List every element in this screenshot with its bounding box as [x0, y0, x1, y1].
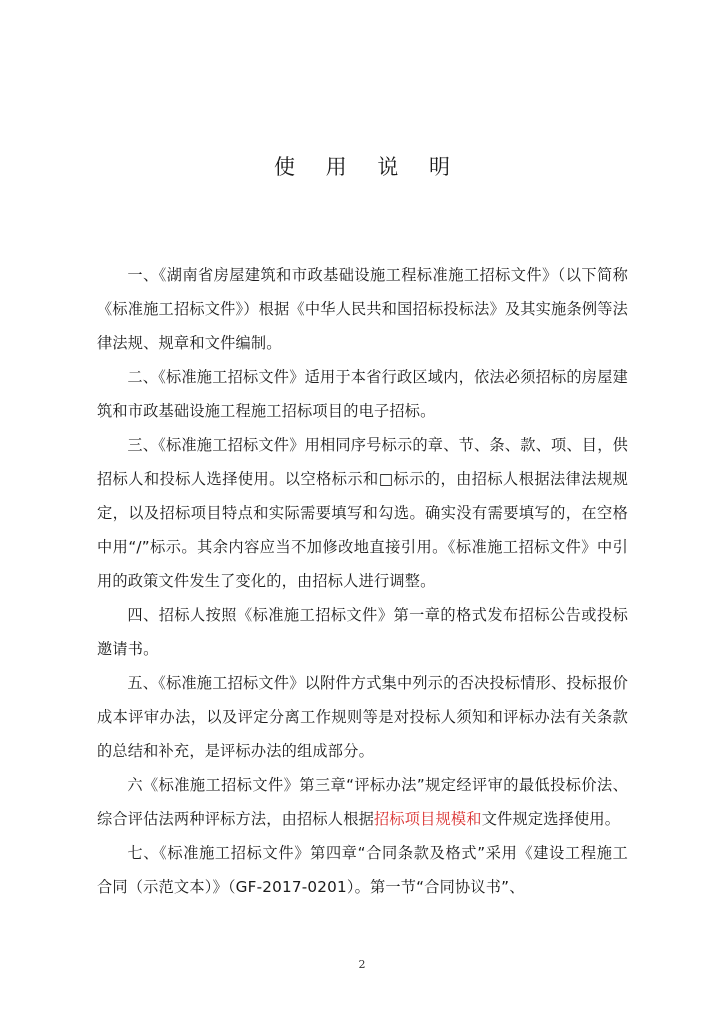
paragraph-6-highlight: 招标项目规模和 — [373, 810, 482, 828]
paragraph-6-text-before: 六《标准施工招标文件》第三章“评标办法”规定经评审的最低投标价法、综合评估法两种评标方法，由招标人根据 — [97, 776, 628, 828]
paragraph-4: 四、招标人按照《标准施工招标文件》第一章的格式发布招标公告或投标邀请书。 — [97, 606, 628, 658]
paragraph-3: 三、《标准施工招标文件》用相同序号标示的章、节、条、款、项、目，供招标人和投标人选择使用。以空格标示和□标示的，由招标人根据法律法规规定，以及招标项目特点和实际需要填写和勾选。确实没有需要填写的，在空格中用“/”标示。其余内容应当不加修改地直接引用。《标准施工招标文件》中引用的政策文件发生了变化的，由招标人进行调整。 — [97, 436, 628, 590]
paragraph-7: 七、《标准施工招标文件》第四章“合同条款及格式”采用《建设工程施工合同（示范文本）》（GF-2017-0201）。第一节“合同协议书”、 — [97, 844, 628, 896]
paragraph-6-text-after: 文件规定选择使用。 — [481, 810, 621, 828]
paragraph-5: 五、《标准施工招标文件》以附件方式集中列示的否决投标情形、投标报价成本评审办法，以及评定分离工作规则等是对投标人须知和评标办法有关条款的总结和补充，是评标办法的组成部分。 — [97, 674, 628, 760]
document-title: 使 用 说 明 — [273, 155, 463, 179]
paragraph-1: 一、《湖南省房屋建筑和市政基础设施工程标准施工招标文件》（以下简称《标准施工招标文件》）根据《中华人民共和国招标投标法》及其实施条例等法律法规、规章和文件编制。 — [97, 266, 628, 352]
paragraph-6 — [97, 768, 628, 836]
paragraph-2: 二、《标准施工招标文件》适用于本省行政区域内，依法必须招标的房屋建筑和市政基础设施工程施工招标项目的电子招标。 — [97, 368, 628, 420]
page-number: 2 — [358, 958, 366, 971]
document-body — [97, 258, 628, 904]
